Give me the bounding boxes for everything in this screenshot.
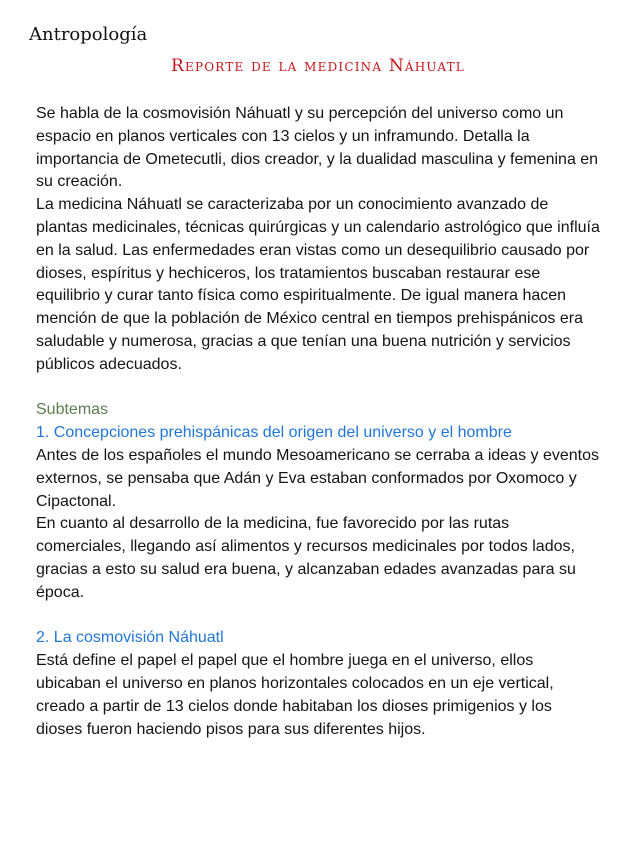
subtopic-title: 1. Concepciones prehispánicas del origen del universo y el hombre [36,424,512,442]
subtopic-title: 2. La cosmovisión Náhuatl [36,629,224,647]
document-category-label: Antropología [29,24,148,45]
subtopics-heading: Subtemas [36,401,109,419]
subtopic-paragraph: Está define el papel el papel que el hombre juega en el universo, ellos ubicaban el universo en planos horizontales colocados en un eje vertical, creado a partir de 13 cielos donde habitaban los dioses primigenios y los dioses fueron haciendo pisos para sus diferentes hijos. [36,652,554,738]
subtopic-paragraph: En cuanto al desarrollo de la medicina, fue favorecido por las rutas comerciales, llegando así alimentos y recursos medicinales por todos lados, gracias a esto su salud era buena, y alcanzaban edades avanzadas para su época. [36,515,576,601]
spacer [36,605,602,628]
intro-paragraph: La medicina Náhuatl se caracterizaba por un conocimiento avanzado de plantas medicinales, técnicas quirúrgicas y un calendario astrológico que influía en la salud. Las enfermedades eran vistas como un desequilibrio causado por dioses, espíritus y hechiceros, los tratamientos buscaban restaurar ese equilibrio y curar tanto física como espiritualmente. De igual manera hacen mención de que la población de México central en tiempos prehispánicos era saludable y numerosa, gracias a que tenían una buena nutrición y servicios públicos adecuados. [36,196,600,373]
intro-paragraph: Se habla de la cosmovisión Náhuatl y su percepción del universo como un espacio en planos verticales con 13 cielos y un inframundo. Detalla la importancia de Ometecutli, dios creador, y la dualidad masculina y femenina en su creación. [36,105,599,191]
subtopic-paragraph: Antes de los españoles el mundo Mesoamericano se cerraba a ideas y eventos externos, se pensaba que Adán y Eva estaban conformados por Oxomoco y Cipactonal. [36,446,599,510]
document-body [36,103,602,741]
document-title: Reporte de la medicina Náhuatl [171,56,465,76]
